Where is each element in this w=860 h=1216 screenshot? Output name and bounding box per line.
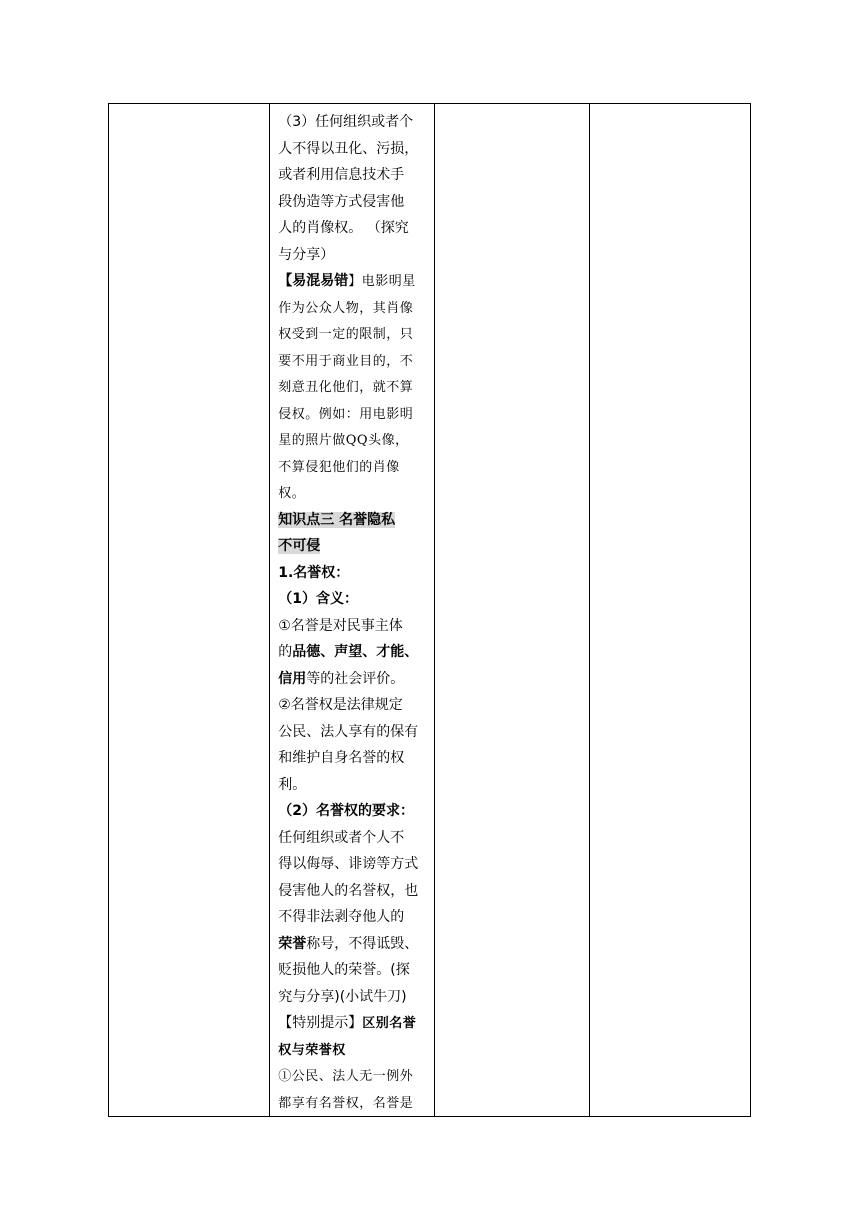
text-line: [278, 613, 429, 640]
highlighted-heading: 不可侵: [278, 538, 321, 554]
bold-text: 1.名誉权：: [278, 564, 350, 581]
text-segment: 与分享）: [278, 246, 335, 263]
text-segment: 公民、法人享有的保有: [278, 723, 419, 740]
text-segment: 的: [278, 644, 293, 660]
bold-text: 荣誉: [278, 935, 307, 952]
text-line: [278, 215, 429, 242]
text-line: [278, 745, 429, 772]
text-line: [278, 692, 429, 719]
text-line: [278, 480, 429, 507]
text-line: [278, 454, 429, 481]
table-cell-3: [434, 104, 589, 1117]
text-segment: 人不得以丑化、污损，: [278, 140, 419, 157]
text-line: [278, 666, 429, 693]
text-segment: 权。: [278, 486, 306, 501]
text-line: [278, 242, 429, 269]
text-line: [278, 507, 429, 534]
text-segment: 权受到一定的限制，只: [278, 327, 414, 342]
text-line: [278, 401, 429, 428]
text-line: [278, 931, 429, 958]
text-line: [278, 189, 429, 216]
text-line: [278, 586, 429, 613]
bold-text: 【易混易错: [278, 273, 349, 289]
text-line: [278, 533, 429, 560]
text-segment: 等的社会评价。: [306, 670, 405, 687]
text-line: [278, 295, 429, 322]
text-segment: 利。: [278, 776, 307, 793]
bold-text: 信用: [278, 670, 307, 687]
text-segment: 】电影明星: [348, 274, 416, 289]
text-segment: 或者利用信息技术手: [278, 167, 405, 183]
text-segment: ②名誉权是法律规定: [278, 697, 403, 713]
text-line: [278, 136, 429, 163]
text-line: [278, 639, 429, 666]
text-segment: 任何组织或者个人不: [278, 829, 405, 846]
text-segment: 和维护自身名誉的权: [278, 750, 405, 766]
text-line: [278, 851, 429, 878]
text-line: [278, 772, 429, 799]
text-segment: 贬损他人的荣誉。(探: [278, 962, 410, 978]
text-line: [278, 984, 429, 1011]
text-segment: 究与分享)(小试牛刀): [278, 988, 407, 1005]
table-cell-2: [270, 104, 434, 1117]
table-cell-4: [589, 104, 750, 1117]
text-line: [278, 374, 429, 401]
text-segment: 都享有名誉权，名誉是: [278, 1095, 414, 1111]
text-line: [278, 268, 429, 295]
text-line: [278, 109, 429, 136]
text-line: [278, 1037, 429, 1064]
highlighted-heading: 知识点三 名誉隐私: [278, 511, 396, 528]
table-cell-1: [109, 104, 270, 1117]
text-line: [278, 560, 429, 587]
text-segment: 侵权。例如：用电影明: [278, 406, 414, 422]
text-line: [278, 1063, 429, 1090]
text-segment: 星的照片做QQ头像，: [278, 433, 409, 448]
text-line: [278, 427, 429, 454]
table-row: [109, 104, 751, 1117]
text-segment: 侵害他人的名誉权，也: [278, 882, 419, 899]
bold-text: 区别名誉: [362, 1016, 417, 1031]
text-line: [278, 348, 429, 375]
text-segment: 不算侵犯他们的肖像: [278, 459, 400, 475]
text-line: [278, 1010, 429, 1037]
text-line: [278, 798, 429, 825]
text-line: [278, 904, 429, 931]
text-segment: 得以侮辱、诽谤等方式: [278, 856, 419, 872]
text-line: [278, 825, 429, 852]
bold-text: 权与荣誉权: [278, 1042, 346, 1058]
text-line: [278, 162, 429, 189]
text-segment: 段伪造等方式侵害他: [278, 193, 405, 210]
text-segment: 【特别提示】: [278, 1015, 363, 1031]
text-segment: 要不用于商业目的，不: [278, 353, 414, 369]
bold-text: 品德、声望、才能、: [292, 644, 419, 660]
text-segment: ①公民、法人无一例外: [278, 1069, 414, 1084]
text-line: [278, 878, 429, 905]
text-line: [278, 719, 429, 746]
text-segment: 不得非法剥夺他人的: [278, 909, 405, 925]
text-segment: 刻意丑化他们，就不算: [278, 380, 414, 395]
bold-text: （2）名誉权的要求：: [278, 803, 414, 819]
text-line: [278, 1090, 429, 1117]
text-segment: ①名誉是对民事主体: [278, 617, 403, 634]
lesson-table: [108, 103, 751, 1117]
text-line: [278, 957, 429, 984]
cell-content: [270, 104, 433, 1116]
text-segment: 称号，不得诋毁、: [306, 935, 419, 952]
text-segment: （3）任何组织或者个: [278, 114, 414, 130]
bold-text: （1）含义：: [278, 591, 358, 607]
text-segment: 人的肖像权。 （探究: [278, 220, 409, 236]
text-segment: 作为公众人物，其肖像: [278, 300, 414, 316]
text-line: [278, 321, 429, 348]
